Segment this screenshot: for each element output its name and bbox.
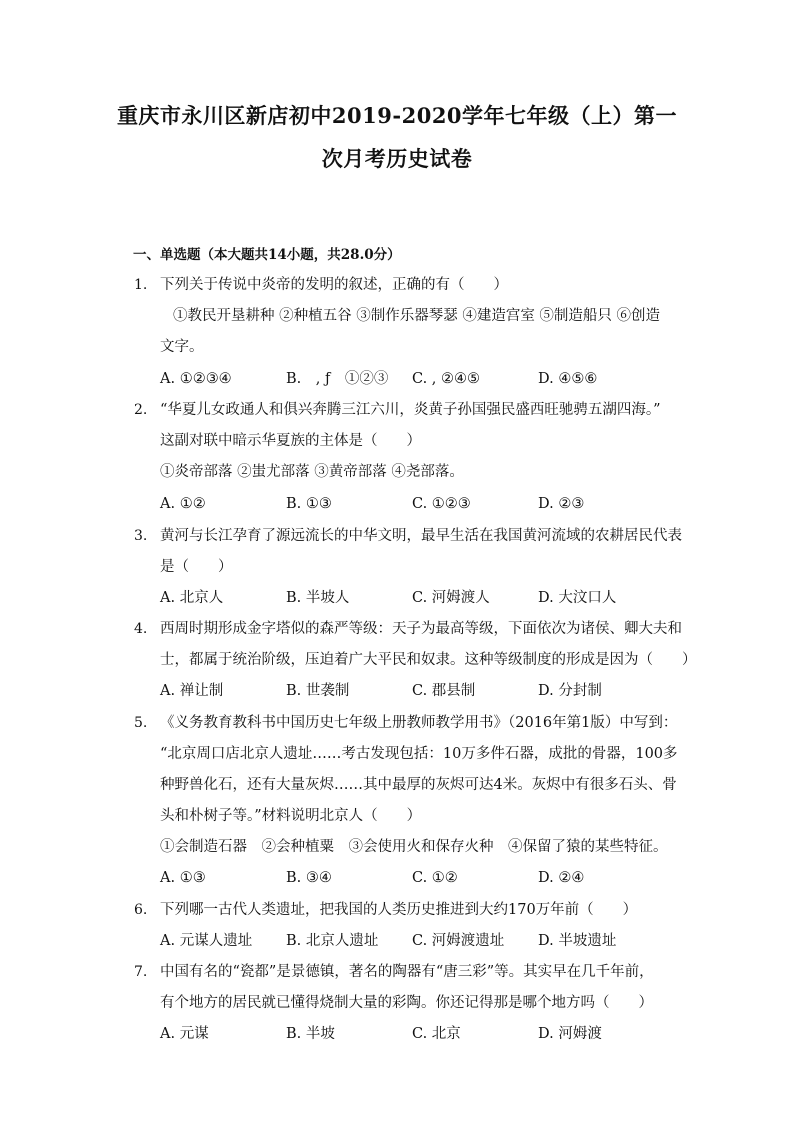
section-heading: 一、单选题（本大题共14小题，共28.0分） — [133, 247, 401, 263]
question-number: 1. — [134, 277, 148, 293]
option-d: D. 河姆渡 — [538, 1026, 602, 1042]
exam-title-line1: 重庆市永川区新店初中2019-2020学年七年级（上）第一 — [116, 103, 678, 128]
question-text: 士，都属于统治阶级，压迫着广大平民和奴隶。这种等级制度的形成是因为（ ） — [160, 652, 697, 668]
option-c: C. 河姆渡人 — [412, 590, 490, 606]
option-d: D. 半坡遗址 — [538, 933, 617, 949]
option-c: C. ①②③ — [412, 496, 471, 512]
option-c: C. ①② — [412, 870, 458, 886]
question-text: ①教民开垦耕种 ②种植五谷 ③制作乐器琴瑟 ④建造宫室 ⑤制造船只 ⑥创造 — [173, 308, 661, 324]
question-number: 5. — [134, 715, 148, 731]
option-a: A. ①③ — [160, 870, 206, 886]
option-b: B. 半坡人 — [286, 590, 350, 606]
option-b: B. , ƒ ①②③ — [286, 371, 389, 387]
question-text: ①炎帝部落 ②蚩尤部落 ③黄帝部落 ④尧部落。 — [160, 464, 464, 480]
option-a: A. 元谋人遗址 — [160, 933, 253, 949]
option-d: D. ②④ — [538, 870, 585, 886]
question-text: 西周时期形成金字塔似的森严等级：天子为最高等级，下面依次为诸侯、卿大夫和 — [160, 621, 682, 637]
option-b: B. 北京人遗址 — [286, 933, 379, 949]
question-text: 种野兽化石，还有大量灰烬……其中最厚的灰烬可达4米。灰烬中有很多石头、骨 — [160, 777, 677, 793]
question-text: 是（ ） — [160, 559, 233, 575]
question-number: 6. — [134, 902, 148, 918]
option-b: B. ①③ — [286, 496, 332, 512]
question-text: 有个地方的居民就已懂得烧制大量的彩陶。你还记得那是哪个地方吗（ ） — [160, 995, 653, 1011]
question-text: 下列哪一古代人类遗址，把我国的人类历史推进到大约170万年前（ ） — [160, 902, 638, 918]
option-c: C. 河姆渡遗址 — [412, 933, 505, 949]
question-number: 7. — [134, 964, 148, 980]
option-a: A. 禅让制 — [160, 683, 224, 699]
question-text: 下列关于传说中炎帝的发明的叙述，正确的有（ ） — [160, 277, 508, 293]
option-c: C. 北京 — [412, 1026, 461, 1042]
option-a: A. ①②③④ — [160, 371, 232, 387]
option-b: B. ③④ — [286, 870, 332, 886]
question-text: 黄河与长江孕育了源远流长的中华文明，最早生活在我国黄河流域的农耕居民代表 — [160, 528, 682, 544]
option-d: D. ②③ — [538, 496, 585, 512]
option-d: D. ④⑤⑥ — [538, 371, 598, 387]
question-text: 这副对联中暗示华夏族的主体是（ ） — [160, 433, 421, 449]
question-text: 文字。 — [160, 339, 204, 355]
question-number: 2. — [134, 402, 148, 418]
option-b: B. 世袭制 — [286, 683, 350, 699]
question-text: 《义务教育教科书中国历史七年级上册教师教学用书》（2016年第1版）中写到： — [160, 715, 678, 731]
question-text: “北京周口店北京人遗址……考古发现包括：10万多件石器，成批的骨器，100多 — [160, 746, 678, 762]
question-number: 4. — [134, 621, 148, 637]
question-text: 中国有名的“瓷都”是景德镇，著名的陶器有“唐三彩”等。其实早在几千年前， — [160, 964, 654, 980]
option-a: A. 元谋 — [160, 1026, 209, 1042]
option-b: B. 半坡 — [286, 1026, 335, 1042]
exam-title-line2: 次月考历史试卷 — [321, 146, 473, 171]
option-a: A. ①② — [160, 496, 206, 512]
question-text: ①会制造石器 ②会种植粟 ③会使用火和保存火种 ④保留了猿的某些特征。 — [160, 839, 668, 855]
option-d: D. 分封制 — [538, 683, 602, 699]
question-text: 头和朴树子等。”材料说明北京人（ ） — [160, 808, 422, 824]
question-text: “华夏儿女政通人和俱兴奔腾三江六川，炎黄子孙国强民盛西旺驰骋五湖四海。” — [160, 402, 661, 418]
option-c: C. , ②④⑤ — [412, 371, 481, 387]
option-c: C. 郡县制 — [412, 683, 476, 699]
question-number: 3. — [134, 528, 148, 544]
option-d: D. 大汶口人 — [538, 590, 617, 606]
option-a: A. 北京人 — [160, 590, 224, 606]
